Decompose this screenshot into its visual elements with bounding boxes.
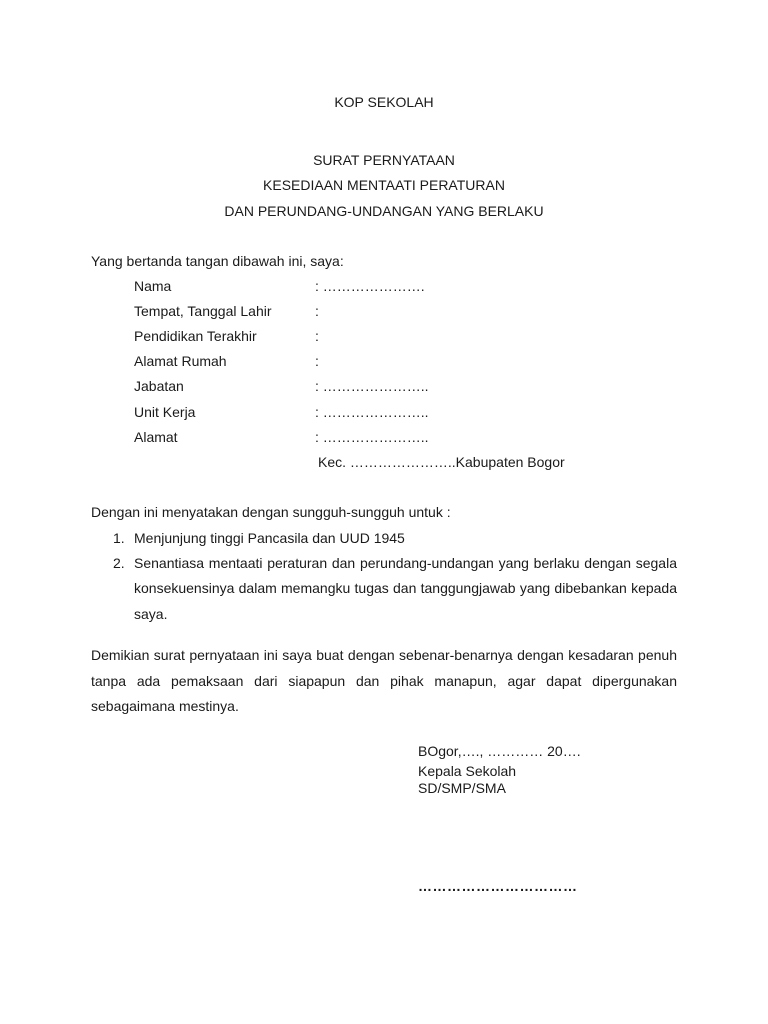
list-item-text: Senantiasa mentaati peraturan dan perundang-undangan yang berlaku dengan segala (134, 555, 677, 571)
field-value-alamat: : ………………….. (315, 429, 429, 445)
title-perundangan: DAN PERUNDANG-UNDANGAN YANG BERLAKU (224, 203, 544, 219)
closing-line: tanpa ada pemaksaan dari siapapun dan pihak manapun, agar dapat dipergunakan (91, 673, 677, 689)
field-label-alamat: Alamat (134, 429, 178, 445)
field-label-pendidikan: Pendidikan Terakhir (134, 328, 257, 344)
intro-text: Yang bertanda tangan dibawah ini, saya: (91, 253, 344, 269)
list-item-text: konsekuensinya dalam memangku tugas dan tanggungjawab yang dibebankan kepada (134, 580, 677, 596)
field-value-unit-kerja: : ………………….. (315, 404, 429, 420)
list-item-number: 2. (113, 555, 125, 571)
signer-role: Kepala Sekolah (418, 763, 517, 779)
field-label-alamat-rumah: Alamat Rumah (134, 353, 227, 369)
signer-school: SD/SMP/SMA (418, 780, 506, 796)
field-value-kecamatan: Kec. …………………..Kabupaten Bogor (318, 454, 565, 470)
list-item-number: 1. (113, 530, 125, 546)
field-label-nama: Nama (134, 278, 172, 294)
kop-sekolah: KOP SEKOLAH (334, 94, 434, 110)
field-label-ttl: Tempat, Tanggal Lahir (134, 303, 272, 319)
field-label-unit-kerja: Unit Kerja (134, 404, 196, 420)
field-value-nama: : …………………. (315, 278, 425, 294)
field-value-pendidikan: : (315, 328, 319, 344)
list-item-text: saya. (134, 606, 168, 622)
field-value-ttl: : (315, 303, 319, 319)
title-surat-pernyataan: SURAT PERNYATAAN (313, 152, 455, 168)
closing-line: sebagaimana mestinya. (91, 698, 239, 714)
field-label-jabatan: Jabatan (134, 378, 184, 394)
statement-intro: Dengan ini menyatakan dengan sungguh-sungguh untuk : (91, 504, 451, 520)
field-value-alamat-rumah: : (315, 353, 319, 369)
closing-line: Demikian surat pernyataan ini saya buat dengan sebenar-benarnya dengan kesadaran penuh (91, 647, 677, 663)
field-value-jabatan: : ………………….. (315, 378, 429, 394)
signature-line: …………………………… (418, 878, 578, 894)
list-item-text: Menjunjung tinggi Pancasila dan UUD 1945 (134, 530, 405, 546)
place-date: BOgor,…., ………… 20…. (418, 743, 581, 759)
title-kesediaan: KESEDIAAN MENTAATI PERATURAN (263, 177, 505, 193)
